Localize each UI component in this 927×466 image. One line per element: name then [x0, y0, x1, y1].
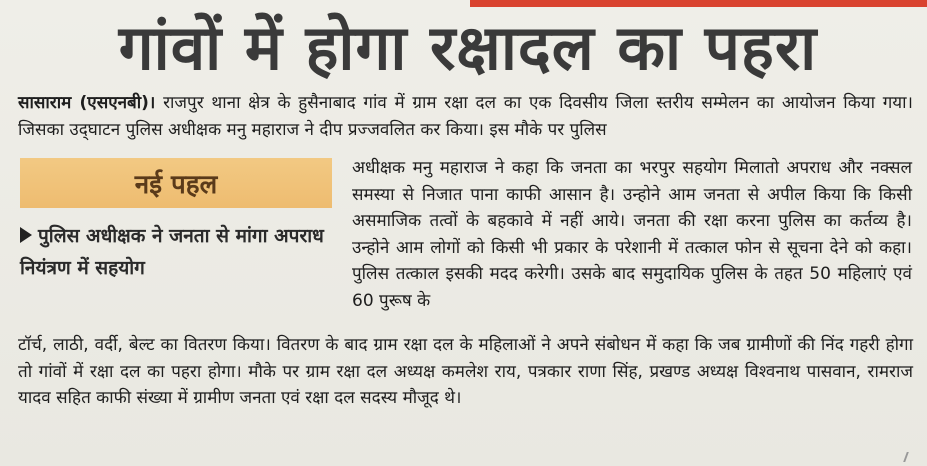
- article-paragraph-right: अधीक्षक मनु महाराज ने कहा कि जनता का भरपुर सहयोग मिलातो अपराध और नक्सल समस्या से निजात पाना काफी आसान है। उन्होने आम जनता से अपील किया कि किसी असमाजिक तत्वों के बहकावे में नहीं आये। जनता की रक्षा करना पुलिस का कर्तव्य है। उन्होने आम लोगों को किसी भी प्रकार के परेशानी में तत्काल फोन से सूचना देने को कहा। पुलिस तत्काल इसकी मदद करेगी। उसके बाद समुदायिक पुलिस के तहत 50 महिलाएं एवं 60 पुरूष के: [352, 158, 912, 311]
- callout-text-block: [20, 220, 332, 284]
- dateline: सासाराम (एसएनबी)।: [18, 93, 156, 113]
- callout-text: पुलिस अधीक्षक ने जनता से मांगा अपराध नियंत्रण में सहयोग: [20, 225, 324, 279]
- paragraph-top-text: राजपुर थाना क्षेत्र के हुसैनाबाद गांव में ग्राम रक्षा दल का एक दिवसीय जिला स्तरीय सम्मेलन का आयोजन किया गया। जिसका उद्‌घाटन पुलिस अधीक्षक मनु महाराज ने दीप प्रज्जवलित कर किया। इस मौके पर पुलिस: [18, 93, 913, 140]
- article-paragraph-top: [18, 90, 913, 143]
- triangle-bullet-icon: [20, 227, 32, 243]
- top-accent-strip: [470, 0, 927, 7]
- corner-fold-mark: [903, 452, 923, 462]
- article-paragraph-bottom: टॉर्च, लाठी, वर्दी, बेल्ट का वितरण किया। वितरण के बाद ग्राम रक्षा दल के महिलाओं ने अपने संबोधन में कहा कि जब ग्रामीणों की निंद गहरी होगा तो गांवों में रक्षा दल का पहरा होगा। मौके पर ग्राम रक्षा दल अध्यक्ष कमलेश राय, पत्रकार राणा सिंह, प्रखण्ड अध्यक्ष विश्वनाथ पासवान, रामराज यादव सहित काफी संख्या में ग्रामीण जनता एवं रक्षा दल सदस्य मौजूद थे।: [18, 335, 913, 408]
- callout-title: नई पहल: [20, 158, 332, 208]
- headline: गांवों में होगा रक्षादल का पहरा: [118, 11, 818, 84]
